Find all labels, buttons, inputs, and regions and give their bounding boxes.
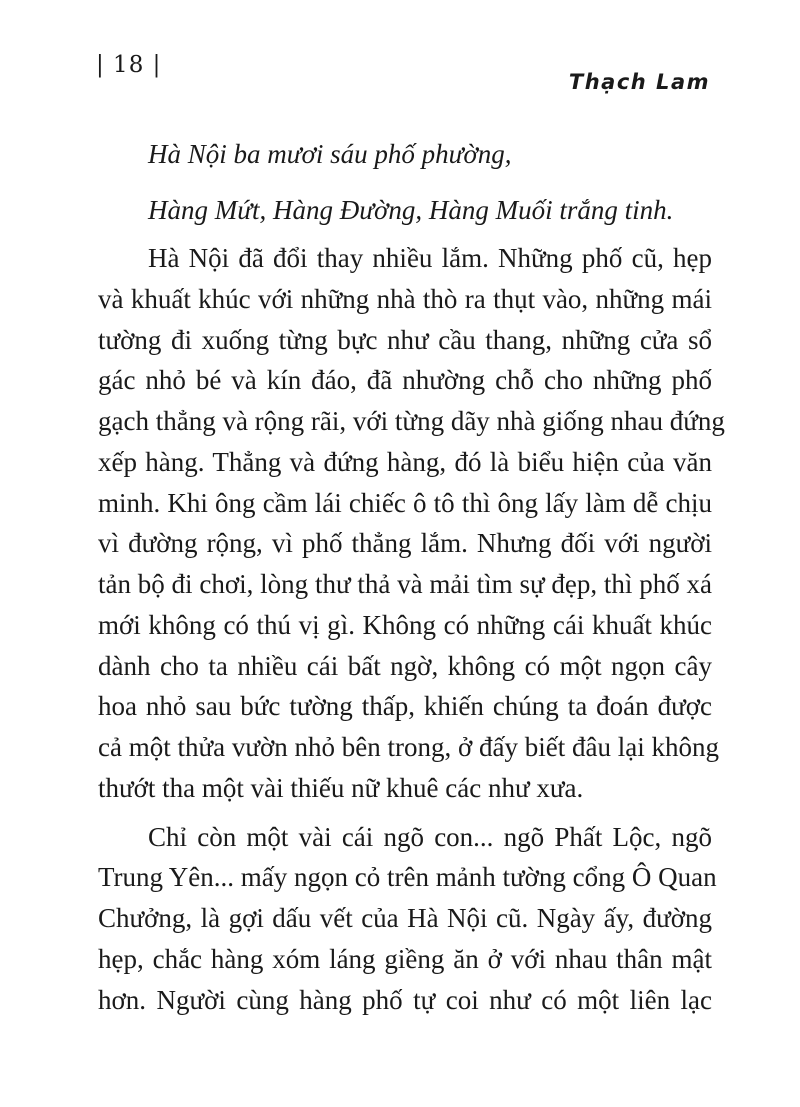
body-text: [98, 126, 725, 1020]
text-line: và khuất khúc với những nhà thò ra thụt vào, những mái: [98, 283, 712, 314]
text-line: gạch thẳng và rộng rãi, với từng dãy nhà giống nhau đứng: [98, 406, 725, 436]
text-line: Chưởng, là gợi dấu vết của Hà Nội cũ. Ngày ấy, đường: [98, 903, 712, 933]
paragraph: [98, 817, 717, 1021]
text-line: gác nhỏ bé và kín đáo, đã nhường chỗ cho những phố: [98, 365, 712, 396]
page-header: [0, 0, 800, 110]
text-line: hoa nhỏ sau bức tường thấp, khiến chúng ta đoán được: [98, 691, 712, 722]
text-line: hơn. Người cùng hàng phố tự coi như có một liên lạc: [98, 984, 712, 1015]
text-line: Chỉ còn một vài cái ngõ con... ngõ Phất Lộc, ngõ: [148, 821, 712, 852]
text-line: cả một thửa vườn nhỏ bên trong, ở đấy biết đâu lại không: [98, 732, 719, 762]
paragraph: [98, 238, 725, 809]
text-line: Trung Yên... mấy ngọn cỏ trên mảnh tường cổng Ô Quan: [98, 862, 717, 893]
text-line: vì đường rộng, vì phố thẳng lắm. Nhưng đối với người: [98, 528, 712, 559]
page-number: | 18 |: [96, 52, 162, 78]
text-line: minh. Khi ông cầm lái chiếc ô tô thì ông lấy làm dễ chịu: [98, 487, 712, 518]
text-line: tường đi xuống từng bực như cầu thang, những cửa sổ: [98, 324, 712, 355]
verse-line: Hàng Mứt, Hàng Đường, Hàng Muối trắng tinh.: [148, 195, 674, 225]
verse-line: Hà Nội ba mươi sáu phố phường,: [148, 139, 512, 169]
text-line: hẹp, chắc hàng xóm láng giềng ăn ở với nhau thân mật: [98, 943, 712, 974]
verse-quote: [98, 126, 712, 238]
text-line: xếp hàng. Thẳng và đứng hàng, đó là biểu hiện của văn: [98, 446, 712, 477]
text-line: Hà Nội đã đổi thay nhiều lắm. Những phố cũ, hẹp: [148, 243, 712, 273]
text-line: dành cho ta nhiều cái bất ngờ, không có một ngọn cây: [98, 650, 712, 681]
text-line: tản bộ đi chơi, lòng thư thả và mải tìm sự đẹp, thì phố xá: [98, 569, 712, 599]
running-head-author: Thạch Lam: [568, 70, 710, 94]
text-line: thướt tha một vài thiếu nữ khuê các như xưa.: [98, 772, 584, 803]
text-line: mới không có thú vị gì. Không có những cái khuất khúc: [98, 609, 712, 640]
